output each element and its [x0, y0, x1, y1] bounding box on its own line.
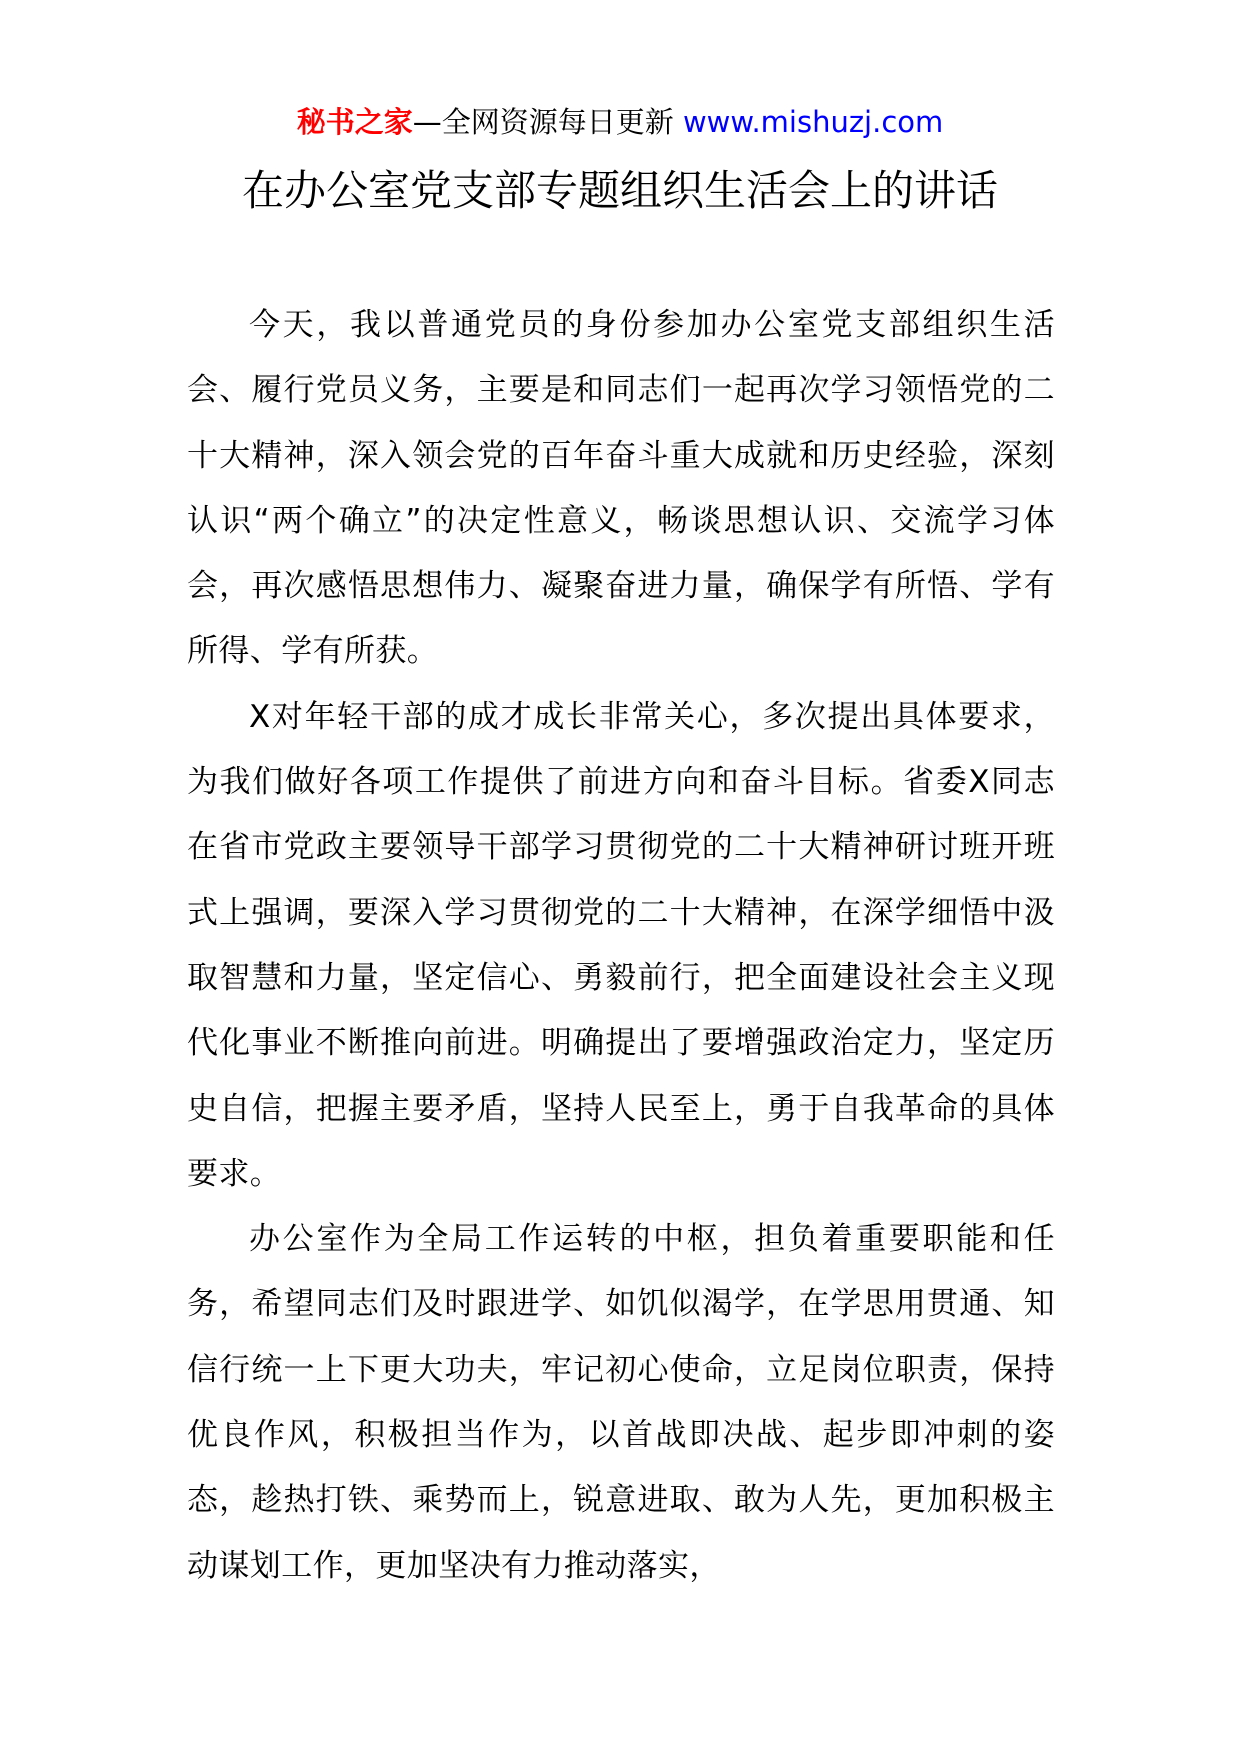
paragraph-1: 今天，我以普通党员的身份参加办公室党支部组织生活会、履行党员义务，主要是和同志们一起再次学习领悟党的二十大精神，深入领会党的百年奋斗重大成就和历史经验，深刻认识“两个确立”的决定性意义，畅谈思想认识、交流学习体会，再次感悟思想伟力、凝聚奋进力量，确保学有所悟、学有所得、学有所获。	[187, 307, 1055, 670]
paragraph-2: X对年轻干部的成才成长非常关心，多次提出具体要求，为我们做好各项工作提供了前进方向和奋斗目标。省委X同志在省市党政主要领导干部学习贯彻党的二十大精神研讨班开班式上强调，要深入学习贯彻党的二十大精神，在深学细悟中汲取智慧和力量，坚定信心、勇毅前行，把全面建设社会主义现代化事业不断推向前进。明确提出了要增强政治定力，坚定历史自信，把握主要矛盾，坚持人民至上，勇于自我革命的具体要求。	[187, 698, 1055, 1192]
site-header	[0, 100, 1240, 144]
document-body	[187, 293, 1055, 1599]
header-tagline: —全网资源每日更新	[412, 105, 674, 139]
paragraph-3: 办公室作为全局工作运转的中枢，担负着重要职能和任务，希望同志们及时跟进学、如饥似渴学，在学思用贯通、知信行统一上下更大功夫，牢记初心使命，立足岗位职责，保持优良作风，积极担当作为，以首战即决战、起步即冲刺的姿态，趁热打铁、乘势而上，锐意进取、敢为人先，更加积极主动谋划工作，更加坚决有力推动落实，	[187, 1221, 1055, 1584]
brand-name: 秘书之家	[296, 105, 413, 139]
site-url-link[interactable]: www.mishuzj.com	[682, 105, 944, 139]
document-title: 在办公室党支部专题组织生活会上的讲话	[241, 166, 998, 215]
